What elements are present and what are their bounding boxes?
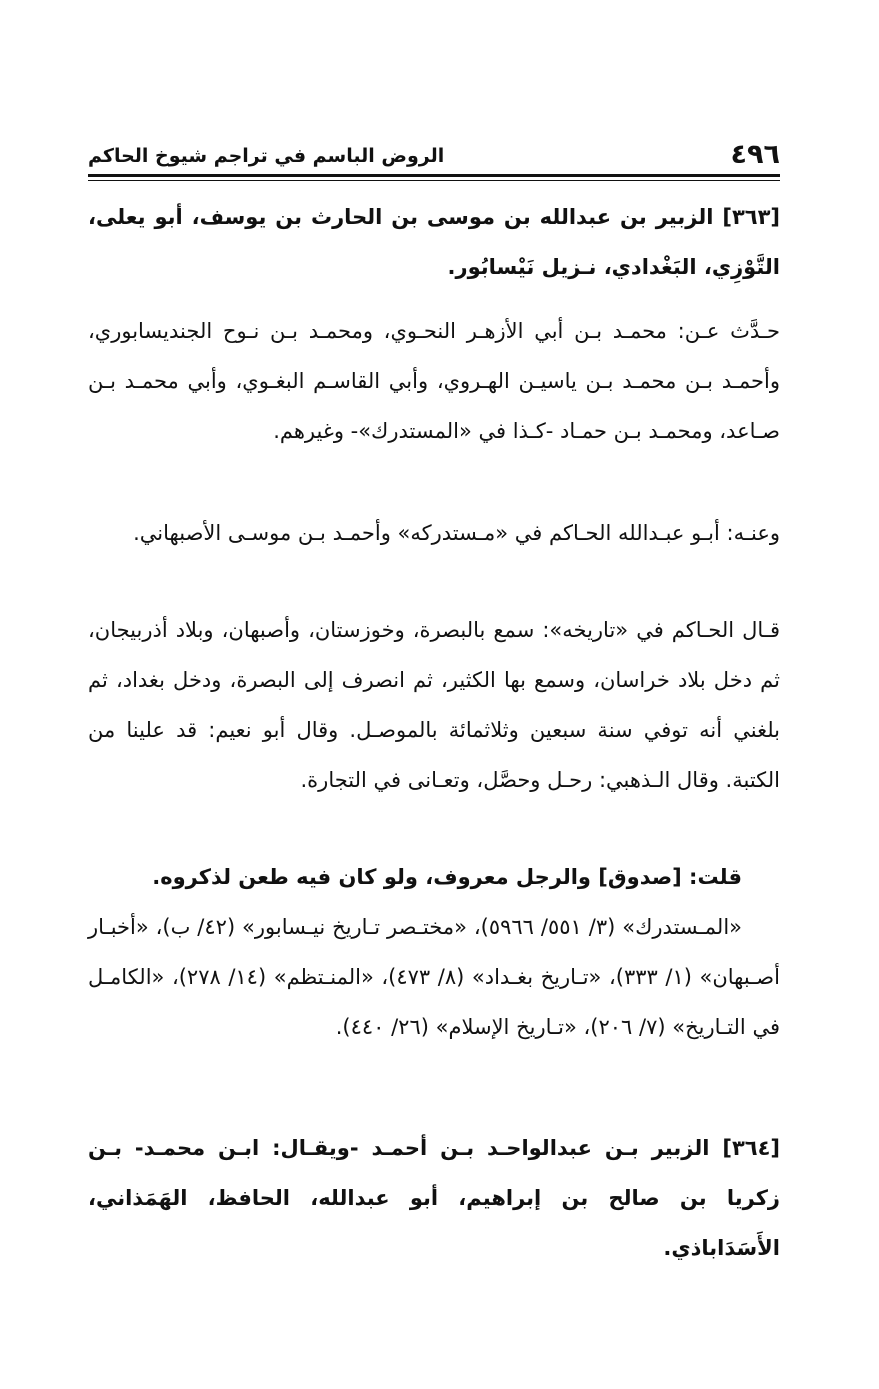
entry-363-sources: «المـستدرك» (٣/ ٥٥١/ ٥٩٦٦)، «مختـصر تـاريخ نيـسابور» (٤٢/ ب)، «أخبـار أصـبهان» (١/ ٣٣٣)، «تـاريخ بغـداد» (٨/ ٤٧٣)، «المنـتظم» (١٤/ ٢٧٨)، «الكامـل في التـاريخ» (٧/ ٢٠٦)، «تـاريخ الإسلام» (٢٦/ ٤٤٠).	[88, 915, 780, 1039]
entry-363-teachers: حـدَّث عـن: محمـد بـن أبي الأزهـر النحـوي، ومحمـد بـن نـوح الجنديسابوري، وأحمـد بـن محمـد بـن ياسيـن الهـروي، وأبي القاسـم البغـوي، وأبي محمـد بـن صـاعد، ومحمـد بـن حمـاد -كـذا في «المستدرك»- وغيرهم.	[88, 319, 780, 443]
header-rule-thin	[88, 180, 780, 181]
running-title: الروض الباسم في تراجم شيوخ الحاكم	[88, 145, 445, 167]
page-header	[88, 140, 780, 170]
entry-363-hakim-quote: قـال الحـاكم في «تاريخه»: سمع بالبصرة، وخوزستان، وأصبهان، وبلاد أذربيجان، ثم دخل بلاد خراسان، وسمع بها الكثير، ثم انصرف إلى البصرة، ودخل بغداد، ثم بلغني أنه توفي سنة سبعين وثلاثمائة بالموصـل. وقال أبو نعيم: قد علينا من الكتبة. وقال الـذهبي: رحـل وحصَّل، وتعـانى في التجارة.	[88, 618, 780, 792]
entry-363-heading: [٣٦٣] الزبير بن عبدالله بن موسى بن الحارث بن يوسف، أبو يعلى، التَّوْزِي، البَغْدادي، نـزيل نَيْسابُور.	[88, 205, 780, 279]
entry-364-heading: [٣٦٤] الزبير بـن عبدالواحـد بـن أحمـد -ويقـال: ابـن محمـد- بـن زكريا بن صالح بن إبراهيم، أبو عبدالله، الحافظ، الهَمَذاني، الأَسَدَاباذي.	[88, 1136, 780, 1260]
entry-363-verdict: قلت: [صدوق] والرجل معروف، ولو كان فيه طعن لذكروه.	[152, 865, 742, 889]
page-number: ٤٩٦	[730, 139, 780, 170]
header-rule-thick	[88, 174, 780, 177]
entry-363-students: وعنـه: أبـو عبـدالله الحـاكم في «مـستدركه» وأحمـد بـن موسـى الأصبهاني.	[133, 521, 780, 545]
